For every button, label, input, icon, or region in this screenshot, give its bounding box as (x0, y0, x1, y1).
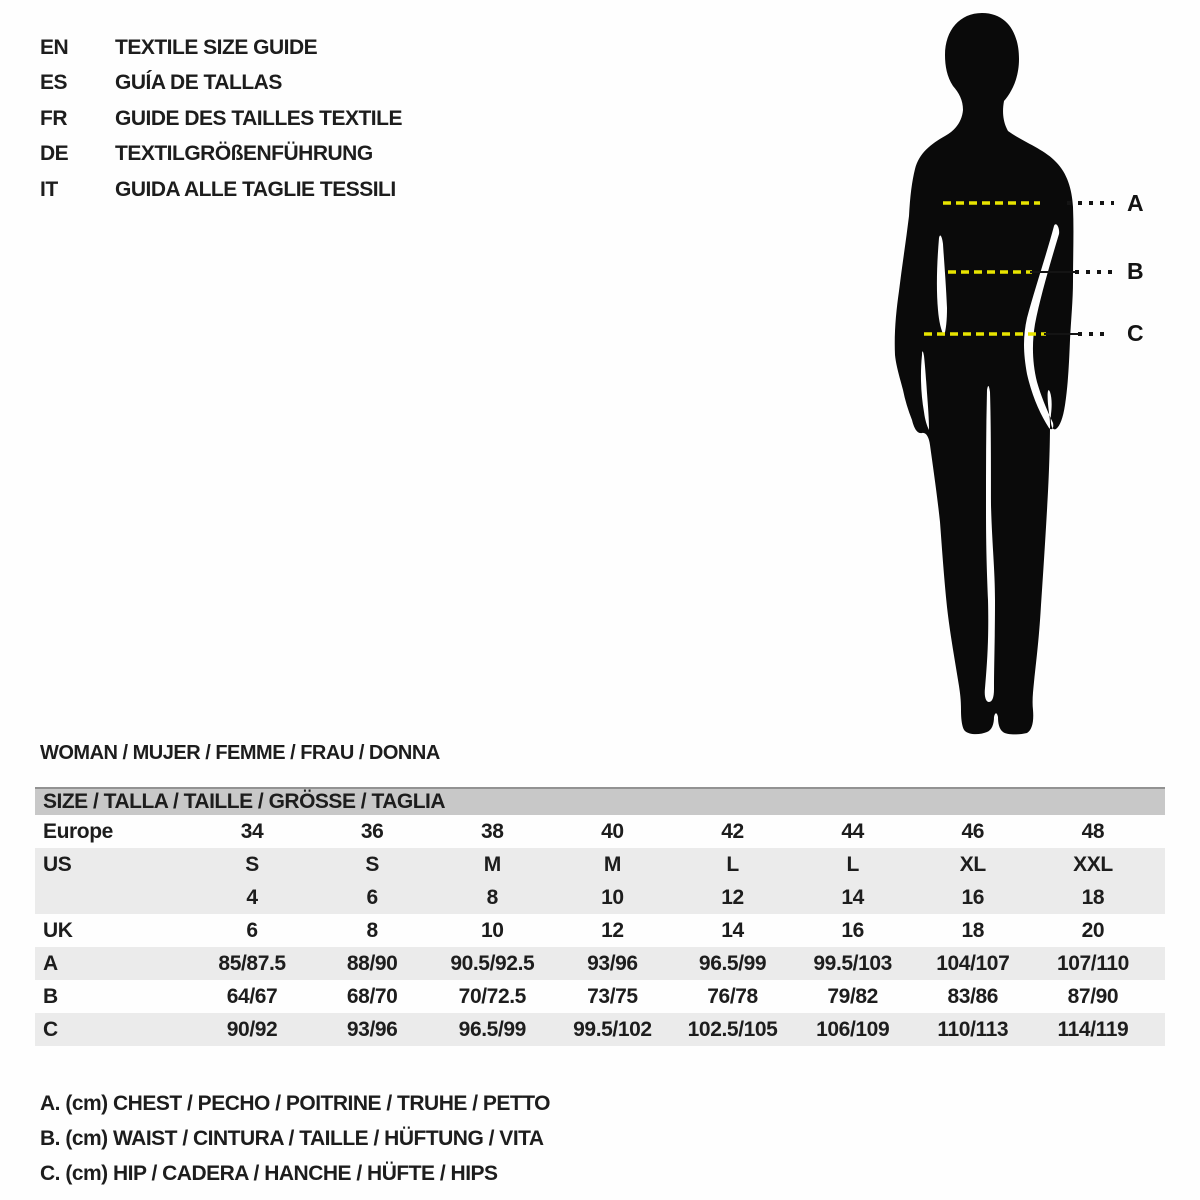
size-cell: 70/72.5 (458, 984, 526, 1008)
size-cell: 4 (246, 885, 258, 909)
table-row (35, 848, 1165, 881)
table-row (35, 1013, 1165, 1046)
table-row (35, 881, 1165, 914)
size-cell: S (245, 852, 259, 876)
size-cell: 14 (841, 885, 864, 909)
woman-silhouette (860, 0, 1140, 745)
language-title: TEXTILGRÖßENFÜHRUNG (115, 142, 373, 166)
size-cell: 96.5/99 (458, 1017, 526, 1041)
size-cell: 18 (961, 918, 985, 942)
language-title: GUÍA DE TALLAS (115, 71, 282, 95)
language-title: TEXTILE SIZE GUIDE (115, 35, 318, 59)
language-code: DE (40, 142, 69, 166)
size-cell: 12 (721, 885, 744, 909)
language-row-fr (40, 101, 402, 137)
size-cell: 10 (601, 885, 624, 909)
size-cell: 8 (486, 885, 498, 909)
size-cell: 40 (601, 819, 624, 843)
size-cell: 99.5/103 (813, 951, 892, 975)
size-cell: 16 (961, 885, 985, 909)
size-cell: M (483, 852, 501, 876)
size-cell: 90/92 (226, 1017, 278, 1041)
size-cell: 83/86 (947, 984, 999, 1008)
size-cell: M (603, 852, 621, 876)
language-code: ES (40, 71, 68, 95)
size-cell: 87/90 (1067, 984, 1119, 1008)
size-cell: 12 (601, 918, 624, 942)
size-table-header-label: SIZE / TALLA / TAILLE / GRÖSSE / TAGLIA (43, 790, 446, 813)
row-label-cell: UK (43, 918, 73, 942)
language-row-it (40, 172, 402, 208)
size-cell: 96.5/99 (698, 951, 767, 975)
table-row (35, 980, 1165, 1013)
size-cell: 104/107 (936, 951, 1010, 975)
size-cell: 18 (1081, 885, 1105, 909)
section-title: WOMAN / MUJER / FEMME / FRAU / DONNA (40, 742, 440, 764)
size-cell: 20 (1081, 918, 1105, 942)
size-cell: 6 (366, 885, 378, 909)
size-cell: 42 (721, 819, 744, 843)
woman-silhouette-shape (895, 13, 1074, 734)
size-table-header (35, 787, 1165, 815)
size-cell: L (846, 852, 859, 876)
size-cell: 46 (961, 819, 985, 843)
language-list (40, 30, 402, 208)
size-cell: 8 (366, 918, 378, 942)
row-label-cell: C (43, 1017, 58, 1041)
legend-line: C. (cm) HIP / CADERA / HANCHE / HÜFTE / HIPS (40, 1162, 498, 1186)
size-cell: 93/96 (587, 951, 638, 975)
size-cell: 38 (481, 819, 504, 843)
table-row (35, 815, 1165, 848)
size-cell: 102.5/105 (687, 1017, 778, 1041)
row-label-cell: Europe (43, 819, 113, 843)
table-row (35, 947, 1165, 980)
size-cell: 110/113 (937, 1017, 1009, 1041)
size-cell: 99.5/102 (573, 1017, 652, 1041)
size-cell: 90.5/92.5 (450, 951, 535, 975)
language-code: IT (40, 177, 58, 201)
language-title: GUIDA ALLE TAGLIE TESSILI (115, 177, 396, 201)
size-cell: 106/109 (816, 1017, 890, 1041)
measurement-legend (40, 1086, 550, 1192)
size-cell: 6 (246, 918, 258, 942)
chest-marker-label: A (1127, 190, 1144, 216)
size-cell: 48 (1081, 819, 1105, 843)
size-cell: 44 (841, 819, 864, 843)
size-cell: 88/90 (346, 951, 398, 975)
size-cell: 16 (841, 918, 864, 942)
row-label-cell: A (43, 951, 58, 975)
size-cell: 64/67 (226, 984, 278, 1008)
size-cell: XXL (1073, 852, 1113, 876)
language-code: FR (40, 106, 67, 130)
size-cell: 14 (721, 918, 744, 942)
size-cell: L (726, 852, 739, 876)
size-cell: 36 (360, 819, 384, 843)
language-row-de (40, 137, 402, 173)
size-table-body (35, 815, 1165, 1046)
size-cell: 107/110 (1056, 951, 1129, 975)
waist-marker-label: B (1127, 258, 1144, 284)
hip-marker-label: C (1127, 320, 1144, 346)
size-cell: 114/119 (1057, 1017, 1129, 1041)
size-table (35, 787, 1165, 1046)
size-cell: 76/78 (707, 984, 758, 1008)
size-cell: 73/75 (587, 984, 638, 1008)
size-cell: 10 (481, 918, 504, 942)
language-title: GUIDE DES TAILLES TEXTILE (115, 106, 402, 130)
size-cell: XL (959, 852, 986, 876)
size-cell: 68/70 (346, 984, 398, 1008)
language-row-es (40, 66, 402, 102)
size-cell: 79/82 (827, 984, 878, 1008)
size-cell: 34 (240, 819, 264, 843)
size-cell: S (365, 852, 379, 876)
row-label-cell: B (43, 984, 58, 1008)
table-row (35, 914, 1165, 947)
language-row-en (40, 30, 402, 66)
legend-line: A. (cm) CHEST / PECHO / POITRINE / TRUHE / PETTO (40, 1091, 551, 1115)
legend-line: B. (cm) WAIST / CINTURA / TAILLE / HÜFTUNG / VITA (40, 1127, 544, 1151)
size-cell: 93/96 (346, 1017, 398, 1041)
row-label-cell: US (43, 852, 72, 876)
size-cell: 85/87.5 (218, 951, 286, 975)
language-code: EN (40, 35, 69, 59)
